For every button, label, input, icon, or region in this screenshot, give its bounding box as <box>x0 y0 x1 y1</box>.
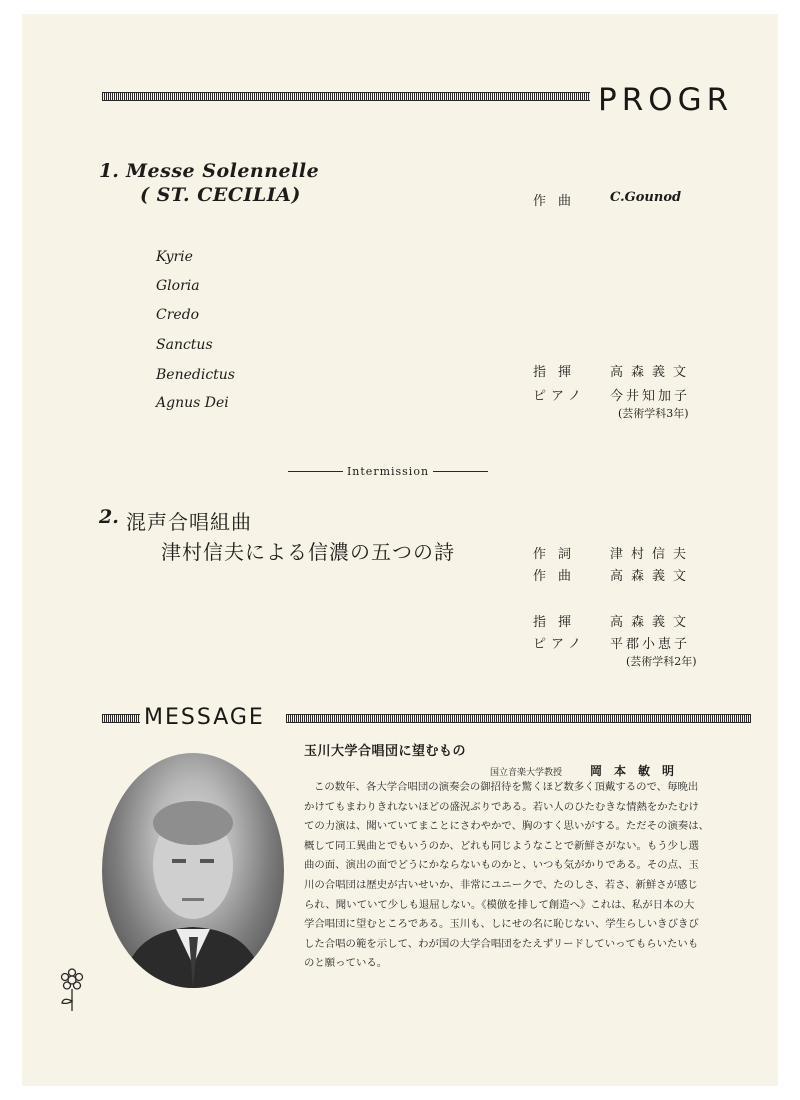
work-1-composer: C.Gounod <box>610 190 682 205</box>
movement-sanctus: Sanctus <box>156 337 213 353</box>
work-2-lyricist-name: 津村信夫 <box>610 547 695 562</box>
work-2-composer-role: 作曲 <box>533 569 584 584</box>
work-1-title-line2: ( ST. CECILIA) <box>140 184 301 206</box>
intermission-line-left <box>288 471 343 472</box>
message-line: この数年、各大学合唱団の演奏会の御招待を驚くほど数多く頂戴するので、毎晩出 <box>314 781 699 793</box>
program-heading: PROGR <box>598 82 734 118</box>
program-page <box>22 14 778 1086</box>
message-author: 岡本敏明 <box>590 764 687 778</box>
message-line: 川の合唱団は歴史が古いせいか、非常にユニークで、たのしさ、若さ、新鮮さが感じ <box>304 878 698 891</box>
movement-agnus-dei: Agnus Dei <box>156 395 229 411</box>
flower-icon <box>58 968 86 1012</box>
intermission-line-right <box>433 471 488 472</box>
message-line: 曲の面、演出の面でどうにかならないものかと、いつも気がかりである。その点、玉 <box>304 859 699 872</box>
work-2-number: 2. <box>99 506 119 528</box>
message-line: した合唱の範を示して、わが国の大学合唱団をたえずリードしていってもらいたいも <box>304 937 699 950</box>
message-body <box>304 778 729 974</box>
message-rule-right <box>286 714 751 723</box>
work-1-conductor-role: 指揮 <box>533 365 584 380</box>
work-1-piano-role: ピアノ <box>533 389 586 404</box>
message-line: のと願っている。 <box>304 957 388 970</box>
work-2-conductor-name: 高森義文 <box>610 615 695 630</box>
work-2-piano-note: (芸術学科2年) <box>626 655 697 668</box>
movement-kyrie: Kyrie <box>156 249 193 265</box>
work-1-conductor-name: 高森義文 <box>610 365 695 380</box>
work-2-title-line1: 混声合唱組曲 <box>126 510 252 534</box>
message-line: ての力演は、聞いていてまことにさわやかで、胸のすく思いがする。ただその演奏は、 <box>304 820 710 833</box>
work-1-composer-role: 作曲 <box>533 194 584 209</box>
work-1-number: 1. <box>99 160 119 182</box>
work-2-piano-name: 平郡小恵子 <box>610 637 691 652</box>
movement-gloria: Gloria <box>156 278 200 294</box>
work-1-piano-name: 今井知加子 <box>610 389 691 404</box>
message-rule-left <box>102 714 140 723</box>
work-1-title-line1: Messe Solennelle <box>126 160 320 182</box>
message-line: 概して同工異曲とでもいうのか、どれも同じようなことで新鮮さがない。もう少し選 <box>304 839 699 852</box>
movement-benedictus: Benedictus <box>156 367 235 383</box>
message-line: られ、聞いていて少しも退屈しない。《模倣を排して創造へ》これは、私が日本の大 <box>304 898 695 911</box>
work-2-composer-name: 高森義文 <box>610 569 695 584</box>
movement-credo: Credo <box>156 307 200 323</box>
work-2-piano-role: ピアノ <box>533 637 586 652</box>
work-2-lyricist-role: 作詞 <box>533 547 584 562</box>
intermission-label: Intermission <box>346 465 430 478</box>
message-affiliation: 国立音楽大学教授 <box>490 768 563 778</box>
message-line: 学合唱団に望むところである。玉川も、しにせの名に恥じない、学生らしいきびきび <box>304 918 699 931</box>
intermission-divider <box>288 465 488 478</box>
message-line: かけてもまわりきれないほどの盛況ぶりである。若い人のひたむきな情熱をかたむけ <box>304 800 699 813</box>
message-title: 玉川大学合唱団に望むもの <box>304 744 467 759</box>
work-2-conductor-role: 指揮 <box>533 615 584 630</box>
program-rule <box>102 92 590 101</box>
work-1-piano-note: (芸術学科3年) <box>618 407 689 420</box>
message-heading: MESSAGE <box>144 705 265 730</box>
portrait-photo <box>102 753 284 988</box>
work-2-title-line2: 津村信夫による信濃の五つの詩 <box>161 540 455 564</box>
